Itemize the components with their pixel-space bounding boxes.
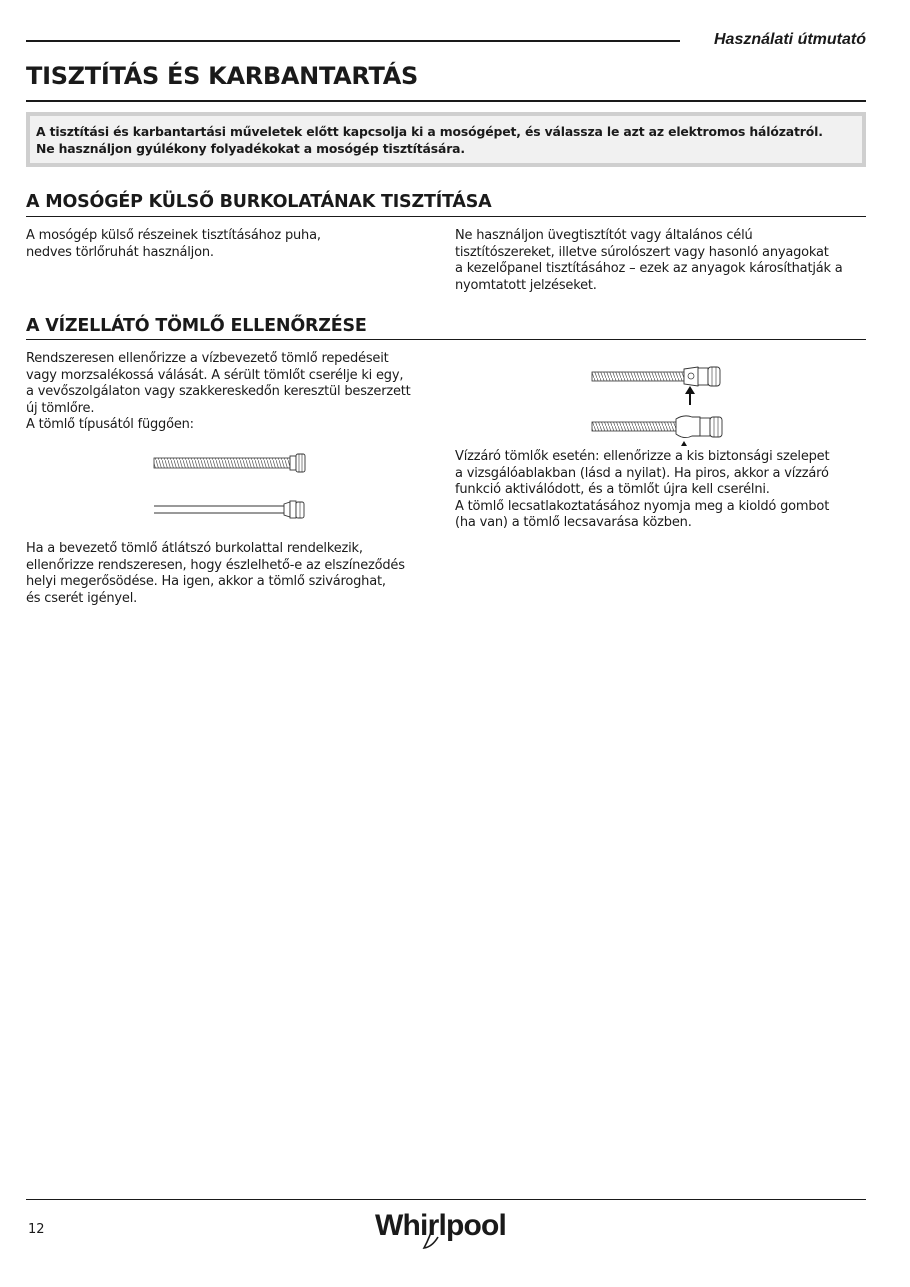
header-rule	[26, 40, 680, 42]
text-line: a vevőszolgálaton vagy szakkereskedőn keresztül beszerzett	[26, 384, 411, 399]
section-rule	[26, 339, 866, 340]
exterior-right-text	[455, 228, 843, 294]
text-line: nyomtatott jelzéseket.	[455, 277, 597, 293]
text-line: tisztítószereket, illetve súrolószert vagy hasonló anyagokat	[455, 244, 829, 260]
warning-line: Ne használjon gyúlékony folyadékokat a mosógép tisztítására.	[36, 141, 465, 156]
text-line: A tömlő típusától függően:	[26, 417, 194, 432]
text-line: helyi megerősödése. Ha igen, akkor a tömlő szivároghat,	[26, 574, 386, 589]
whirlpool-logo	[372, 1203, 522, 1253]
text-line: Rendszeresen ellenőrizze a vízbevezető tömlő repedéseit	[26, 351, 389, 366]
text-line: a vizsgálóablakban (lásd a nyilat). Ha piros, akkor a vízzáró	[455, 465, 829, 481]
text-line: a kezelőpanel tisztításához – ezek az anyagok károsíthatják a	[455, 261, 843, 276]
hose-left-text-1	[26, 351, 411, 434]
text-line: (ha van) a tömlő lecsavarása közben.	[455, 515, 692, 530]
warning-line: A tisztítási és karbantartási műveletek előtt kapcsolja ki a mosógépet, és válassza le azt az elektromos hálózatról.	[36, 124, 823, 139]
text-line: A mosógép külső részeinek tisztításához puha,	[26, 228, 321, 243]
text-line: A tömlő lecsatlakoztatásához nyomja meg a kioldó gombot	[455, 498, 830, 514]
text-line: ellenőrizze rendszeresen, hogy észlelhető-e az elszíneződés	[26, 557, 405, 573]
hose-left-text-2	[26, 541, 405, 607]
section-heading-hose: A VÍZELLÁTÓ TÖMLŐ ELLENŐRZÉSE	[26, 316, 367, 336]
text-line: Ha a bevezető tömlő átlátszó burkolattal rendelkezik,	[26, 541, 363, 556]
hose-right-text	[455, 449, 829, 532]
text-line: vagy morzsalékossá válását. A sérült tömlőt cserélje ki egy,	[26, 367, 404, 383]
warning-box	[26, 112, 866, 167]
section-heading-exterior: A MOSÓGÉP KÜLSŐ BURKOLATÁNAK TISZTÍTÁSA	[26, 192, 492, 212]
waterstop-hose-illustration	[588, 362, 738, 447]
footer-rule	[26, 1199, 866, 1200]
text-line: új tömlőre.	[26, 400, 95, 416]
page-number: 12	[28, 1222, 45, 1237]
text-line: nedves törlőruhát használjon.	[26, 244, 214, 260]
text-line: funkció aktiválódott, és a tömlőt újra kell cserélni.	[455, 482, 770, 497]
svg-text:Whirlpool: Whirlpool	[375, 1209, 507, 1242]
text-line: Vízzáró tömlők esetén: ellenőrizze a kis biztonsági szelepet	[455, 449, 830, 464]
exterior-left-text	[26, 228, 321, 261]
page-title: TISZTÍTÁS ÉS KARBANTARTÁS	[26, 62, 419, 90]
title-rule	[26, 100, 866, 102]
text-line: és cserét igényel.	[26, 590, 138, 606]
text-line: Ne használjon üvegtisztítót vagy általános célú	[455, 228, 753, 243]
hose-types-illustration	[150, 450, 310, 525]
header-title: Használati útmutató	[713, 31, 866, 48]
section-rule	[26, 216, 866, 217]
